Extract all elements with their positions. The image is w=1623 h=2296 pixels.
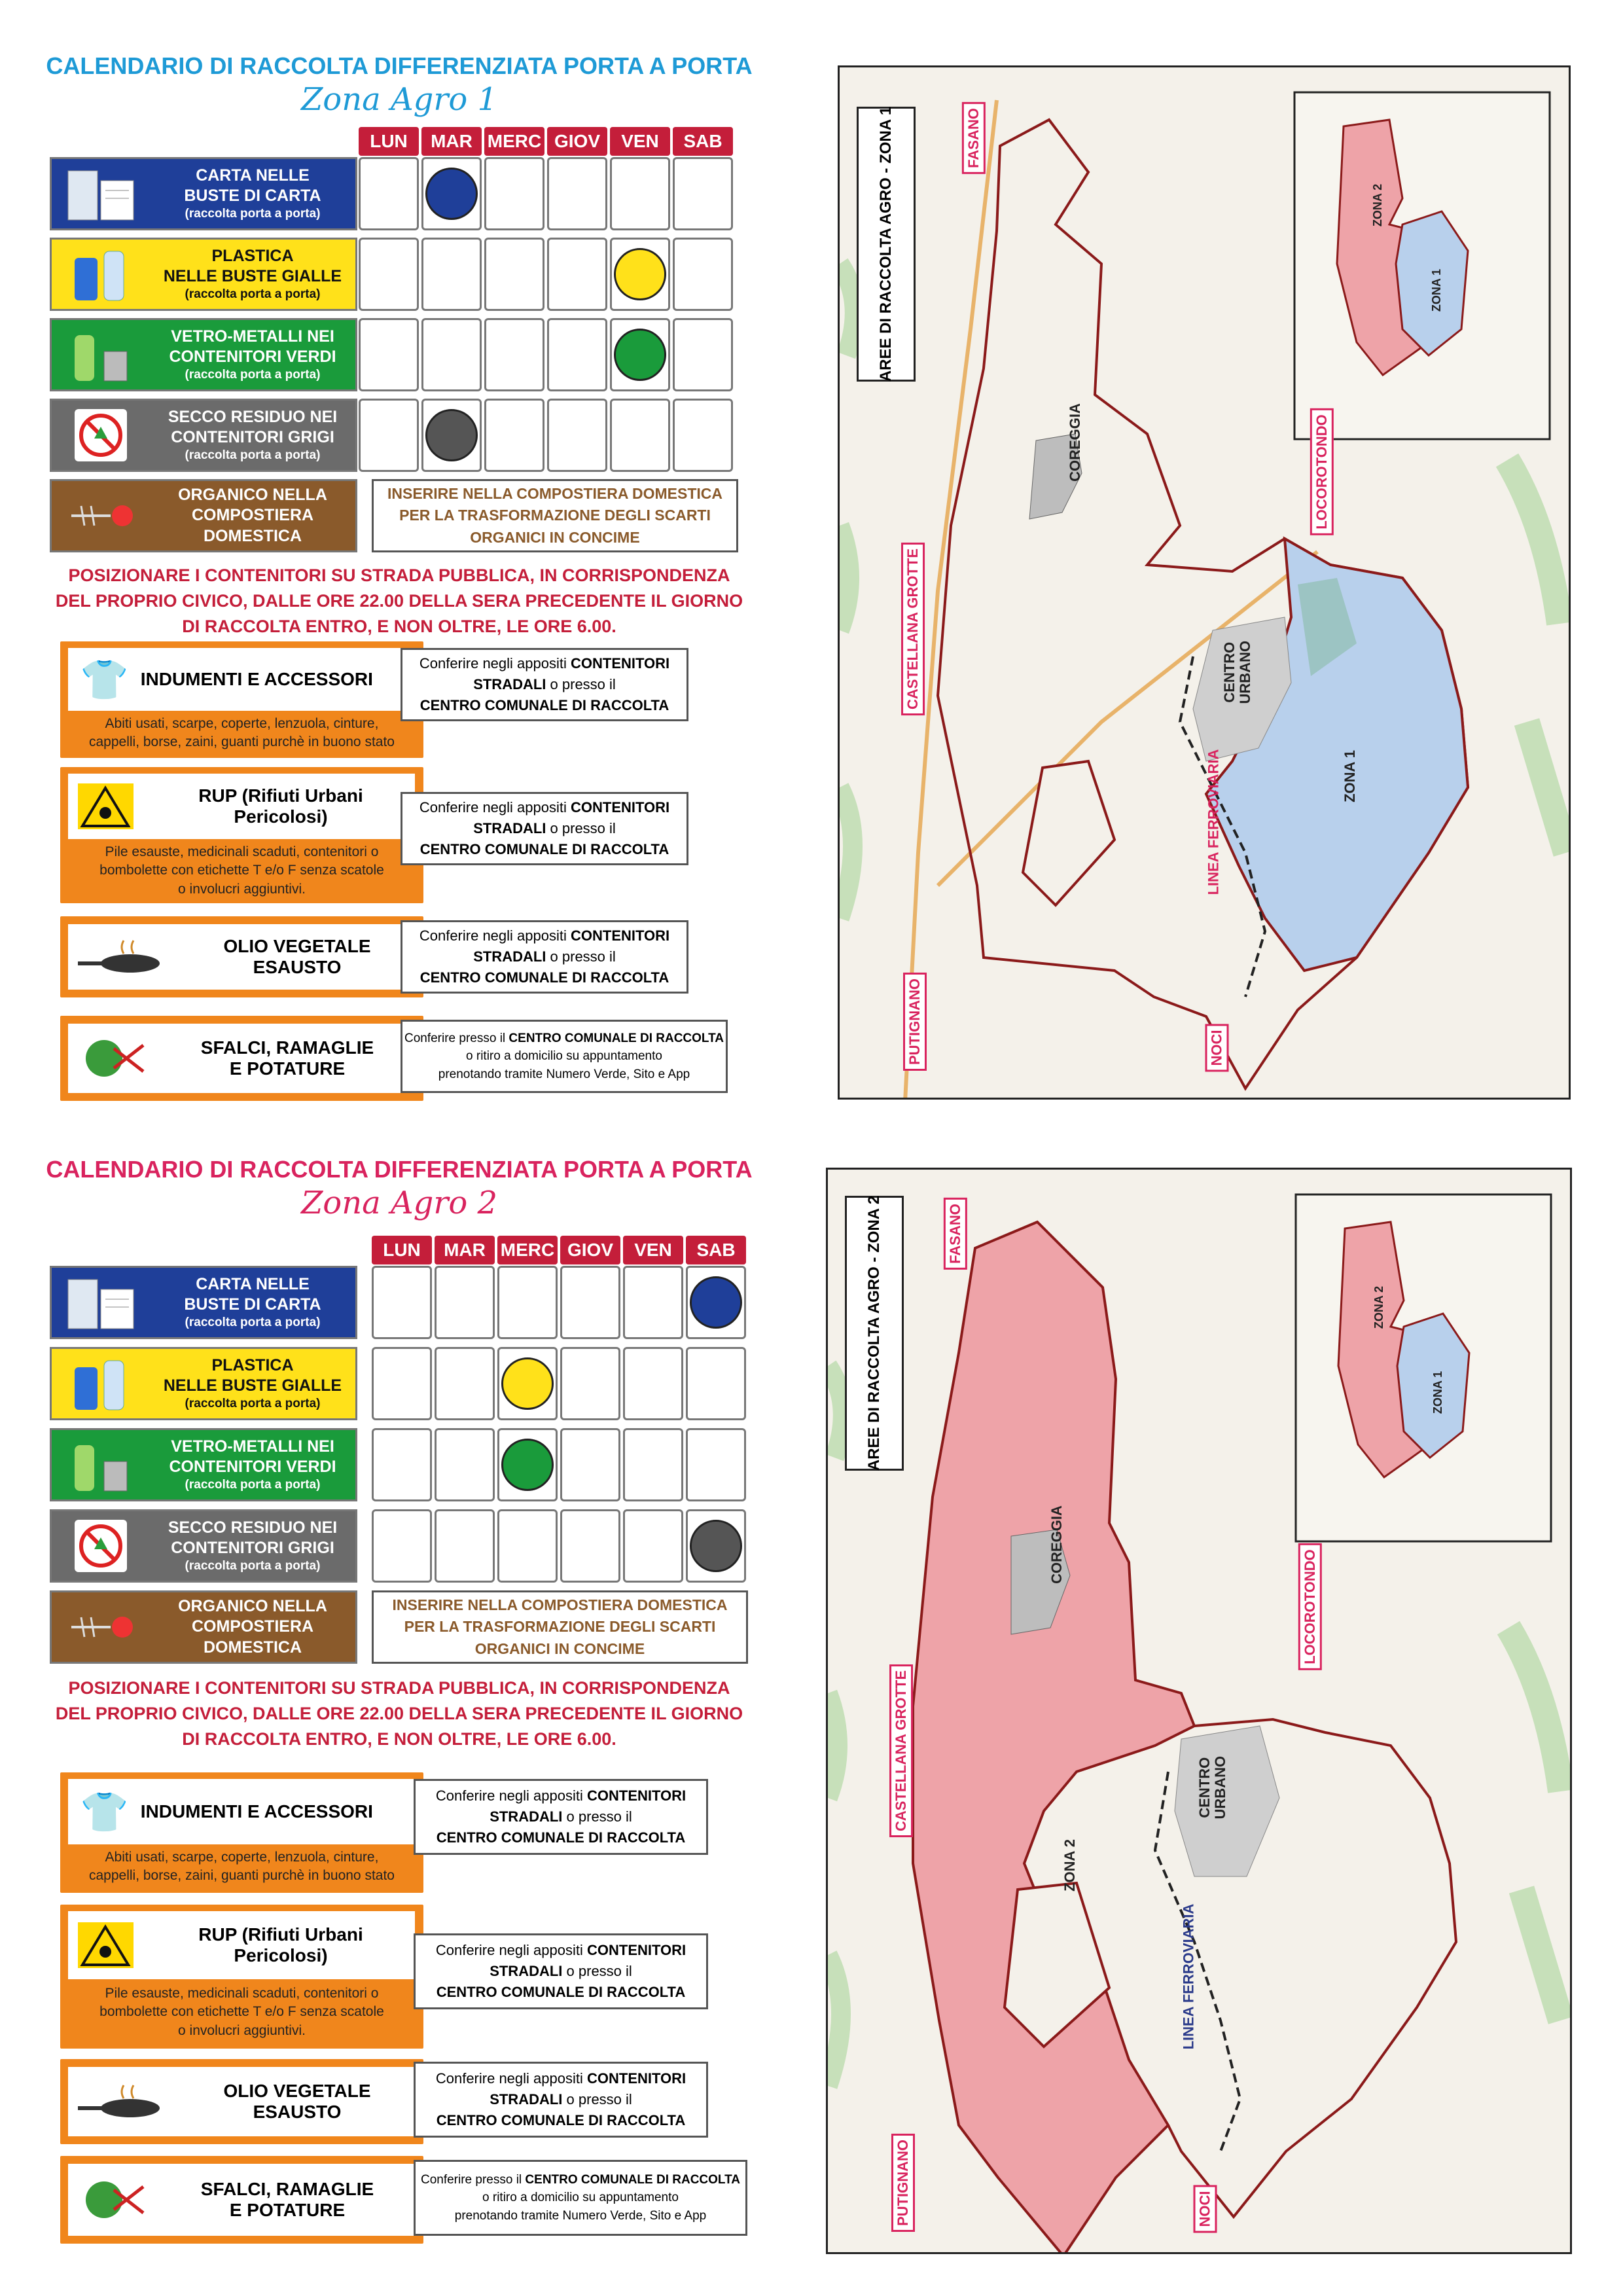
sfalci-info-c: o ritiro a domicilio su appuntamento: [482, 2191, 679, 2205]
sfalci-label2: E POTATURE: [229, 1058, 346, 1079]
olio-box: [60, 2059, 423, 2144]
label-ferrovia: LINEA FERROVIARIA: [1205, 749, 1222, 895]
label-ferrovia: LINEA FERROVIARIA: [1180, 1903, 1197, 2050]
day-lun: LUN: [372, 1236, 432, 1265]
plastica-line1: PLASTICA: [211, 246, 294, 265]
rup-desc: [60, 843, 423, 899]
conferire-c: STRADALI: [490, 1808, 563, 1825]
map-graphic: [840, 67, 1571, 1100]
cell: [359, 399, 419, 472]
plastica-grid: [359, 238, 736, 311]
centro2: URBANO: [1212, 1755, 1229, 1820]
olio-info: [401, 920, 688, 994]
paper-bag-icon: [52, 159, 150, 228]
inset-zona-1: ZONA 1: [1430, 268, 1444, 312]
cell: [372, 1347, 432, 1420]
map-title-box: [845, 1196, 904, 1471]
carta-note: (raccolta porta a porta): [185, 207, 321, 221]
road-locorotondo: LOCOROTONDO: [1310, 408, 1334, 535]
carta-grid: [359, 157, 736, 230]
organico-text1: INSERIRE NELLA COMPOSTIERA DOMESTICA: [387, 484, 722, 502]
conferire-c: STRADALI: [473, 820, 546, 837]
organico-info: [372, 479, 738, 552]
conferire-e: CENTRO COMUNALE DI RACCOLTA: [436, 1829, 686, 1846]
conferire-a: Conferire negli appositi: [435, 1787, 583, 1804]
cell: [497, 1266, 558, 1339]
rup-desc: [60, 1984, 423, 2040]
rup-label2: Pericolosi): [234, 806, 328, 827]
indumenti-info: [401, 648, 688, 721]
notice-line3: DI RACCOLTA ENTRO, E NON OLTRE, LE ORE 6.00.: [182, 1729, 616, 1749]
olio-label1: OLIO VEGETALE: [223, 2081, 371, 2101]
cell: [686, 1509, 746, 1583]
conferire-c: STRADALI: [473, 676, 546, 693]
page-title: CALENDARIO DI RACCOLTA DIFFERENZIATA PORTA A PORTA: [46, 52, 753, 79]
cell: [372, 1428, 432, 1501]
secco-grid: [359, 399, 736, 472]
collection-dot: [425, 168, 478, 220]
tshirt-icon: 👕: [80, 657, 129, 702]
zona-agro-1-section: [0, 0, 1623, 1113]
conferire-d: o presso il: [550, 948, 616, 965]
sfalci-info: [401, 1020, 728, 1093]
day-mar: MAR: [421, 127, 482, 156]
bottle-icon: [52, 1349, 150, 1418]
cell: [435, 1509, 495, 1583]
sfalci-info-b: CENTRO COMUNALE DI RACCOLTA: [525, 2172, 741, 2187]
conferire-e: CENTRO COMUNALE DI RACCOLTA: [419, 840, 669, 857]
conferire-b: CONTENITORI: [571, 927, 670, 944]
cell: [435, 1347, 495, 1420]
plastica-line2: NELLE BUSTE GIALLE: [163, 267, 342, 286]
day-mar: MAR: [435, 1236, 495, 1265]
cell: [610, 399, 670, 472]
secco-note: (raccolta porta a porta): [185, 1559, 321, 1573]
indumenti-desc1: Abiti usati, scarpe, coperte, lenzuola, cinture,: [105, 716, 379, 731]
page-subtitle: Zona Agro 2: [300, 1185, 498, 1221]
cell: [484, 157, 544, 230]
rup-info: [414, 1933, 708, 2009]
organico-line2: COMPOSTIERA: [191, 506, 314, 525]
map-title: AREE DI RACCOLTA AGRO - ZONA 2: [865, 1195, 883, 1471]
indumenti-label-box: [68, 648, 415, 711]
leaf-scissors-icon: [75, 2174, 153, 2226]
rup-box: [60, 1905, 423, 2049]
conferire-d: o presso il: [566, 1808, 632, 1825]
map-title-box: [857, 107, 916, 382]
olio-label2: ESAUSTO: [253, 957, 342, 977]
indumenti-desc2: cappelli, borse, zaini, guanti purchè in buono stato: [89, 1868, 395, 1884]
carta-line2: BUSTE DI CARTA: [184, 1295, 321, 1314]
organico-info: [372, 1590, 748, 1664]
collection-dot: [425, 409, 478, 461]
day-ven: VEN: [623, 1236, 683, 1265]
notice-line3: DI RACCOLTA ENTRO, E NON OLTRE, LE ORE 6.00.: [182, 617, 616, 637]
indumenti-desc1: Abiti usati, scarpe, coperte, lenzuola, cinture,: [105, 1850, 379, 1865]
frying-pan-icon: [75, 934, 173, 980]
plastica-grid: [372, 1347, 749, 1420]
centro2: URBANO: [1237, 640, 1254, 704]
cell: [359, 157, 419, 230]
carta-line2: BUSTE DI CARTA: [184, 187, 321, 206]
secco-label: [50, 1509, 357, 1583]
organico-line3: DOMESTICA: [204, 526, 302, 545]
cell: [547, 318, 607, 391]
plastica-label: [50, 238, 357, 311]
road-putignano: PUTIGNANO: [891, 2134, 915, 2232]
conferire-e: CENTRO COMUNALE DI RACCOLTA: [436, 2111, 686, 2128]
cell: [497, 1428, 558, 1501]
conferire-a: Conferire negli appositi: [419, 927, 567, 944]
conferire-d: o presso il: [550, 820, 616, 837]
rup-label2: Pericolosi): [234, 1945, 328, 1965]
indumenti-label: INDUMENTI E ACCESSORI: [140, 1801, 373, 1821]
secco-line1: SECCO RESIDUO NEI: [168, 1518, 338, 1537]
rup-desc2: bombolette con etichette T e/o F senza scatole: [99, 863, 384, 878]
cell: [686, 1266, 746, 1339]
cell: [686, 1347, 746, 1420]
cell: [484, 399, 544, 472]
olio-label1: OLIO VEGETALE: [223, 936, 371, 956]
rup-box: [60, 767, 423, 903]
sfalci-box: [60, 2156, 423, 2244]
day-ven: VEN: [610, 127, 670, 156]
indumenti-box: [60, 641, 423, 758]
fishbone-apple-icon: [52, 1592, 150, 1662]
label-coreggia: COREGGIA: [1066, 403, 1083, 482]
road-locorotondo: LOCOROTONDO: [1298, 1543, 1322, 1670]
olio-box: [60, 916, 423, 997]
vetro-grid: [359, 318, 736, 391]
page-subtitle: Zona Agro 1: [300, 81, 498, 118]
carta-line1: CARTA NELLE: [196, 166, 310, 185]
vetro-note: (raccolta porta a porta): [185, 1478, 321, 1492]
paper-bag-icon: [52, 1268, 150, 1337]
cell: [547, 157, 607, 230]
organico-text3: ORGANICI IN CONCIME: [470, 528, 640, 546]
sfalci-label2: E POTATURE: [229, 2200, 346, 2220]
rup-desc1: Pile esauste, medicinali scaduti, contenitori o: [105, 844, 379, 859]
cell: [623, 1428, 683, 1501]
secco-line2: CONTENITORI GRIGI: [171, 428, 334, 447]
secco-grid: [372, 1509, 749, 1583]
collection-dot: [614, 248, 666, 300]
bottle-icon: [52, 240, 150, 309]
cell: [560, 1509, 620, 1583]
vetro-line1: VETRO-METALLI NEI: [171, 1437, 334, 1456]
plastica-label: [50, 1347, 357, 1420]
map-title: AREE DI RACCOLTA AGRO - ZONA 1: [877, 106, 895, 382]
label-centro-urbano: [1197, 1756, 1228, 1820]
organico-line2: COMPOSTIERA: [191, 1617, 314, 1636]
road-fasano: FASANO: [962, 102, 986, 174]
sfalci-info-d: prenotando tramite Numero Verde, Sito e App: [438, 1067, 690, 1081]
no-recycle-icon: [52, 1511, 150, 1581]
organico-text3: ORGANICI IN CONCIME: [474, 1640, 645, 1657]
collection-dot: [501, 1357, 554, 1410]
notice: [39, 563, 759, 639]
centro1: CENTRO: [1221, 641, 1238, 703]
rup-label1: RUP (Rifiuti Urbani: [198, 1924, 363, 1945]
indumenti-info: [414, 1779, 708, 1855]
inset-zona-1: ZONA 1: [1431, 1371, 1445, 1414]
organico-line1: ORGANICO NELLA: [178, 486, 327, 505]
sfalci-info-c: o ritiro a domicilio su appuntamento: [466, 1049, 662, 1064]
vetro-label: [50, 318, 357, 391]
cell: [610, 238, 670, 311]
cell: [421, 318, 482, 391]
rup-label-box: [68, 774, 415, 839]
page-title: CALENDARIO DI RACCOLTA DIFFERENZIATA PORTA A PORTA: [46, 1156, 753, 1183]
collection-dot: [690, 1276, 742, 1329]
road-castellana: CASTELLANA GROTTE: [889, 1664, 913, 1837]
secco-line2: CONTENITORI GRIGI: [171, 1539, 334, 1558]
inset-zona-2: ZONA 2: [1372, 1285, 1386, 1329]
conferire-c: STRADALI: [490, 2091, 563, 2108]
cell: [610, 318, 670, 391]
secco-line1: SECCO RESIDUO NEI: [168, 407, 338, 426]
cell: [372, 1509, 432, 1583]
rup-desc3: o involucri aggiuntivi.: [178, 2022, 306, 2038]
conferire-d: o presso il: [566, 2091, 632, 2108]
road-fasano: FASANO: [944, 1198, 967, 1270]
cell: [497, 1347, 558, 1420]
conferire-a: Conferire negli appositi: [435, 2070, 583, 2087]
leaf-scissors-icon: [75, 1032, 153, 1085]
olio-label2: ESAUSTO: [253, 2102, 342, 2122]
day-merc: MERC: [497, 1236, 558, 1265]
day-merc: MERC: [484, 127, 544, 156]
sfalci-info-b: CENTRO COMUNALE DI RACCOLTA: [508, 1031, 724, 1045]
sfalci-label1: SFALCI, RAMAGLIE: [200, 1037, 374, 1058]
indumenti-desc: [60, 715, 423, 752]
plastica-line1: PLASTICA: [211, 1355, 294, 1374]
conferire-a: Conferire negli appositi: [435, 1942, 583, 1959]
collection-dot: [501, 1439, 554, 1491]
map-zona-1: [838, 65, 1571, 1100]
notice-line2: DEL PROPRIO CIVICO, DALLE ORE 22.00 DELLA SERA PRECEDENTE IL GIORNO: [55, 591, 743, 611]
secco-label: [50, 399, 357, 472]
label-zona-1: ZONA 1: [1341, 750, 1358, 802]
vetro-line1: VETRO-METALLI NEI: [171, 327, 334, 346]
map-graphic: [828, 1170, 1572, 2254]
tshirt-icon: 👕: [80, 1789, 129, 1834]
cell: [435, 1266, 495, 1339]
vetro-line2: CONTENITORI VERDI: [169, 348, 336, 367]
centro1: CENTRO: [1196, 1757, 1213, 1818]
cell: [623, 1509, 683, 1583]
label-coreggia: COREGGIA: [1048, 1505, 1065, 1584]
carta-grid: [372, 1266, 749, 1339]
cell: [421, 238, 482, 311]
day-sab: SAB: [673, 127, 733, 156]
olio-label-box: [68, 2067, 415, 2136]
conferire-c: STRADALI: [473, 948, 546, 965]
cell: [421, 157, 482, 230]
cell: [673, 238, 733, 311]
rup-desc1: Pile esauste, medicinali scaduti, contenitori o: [105, 1986, 379, 2001]
cell: [673, 318, 733, 391]
carta-label: [50, 1266, 357, 1339]
sfalci-label-box: [68, 2164, 415, 2236]
conferire-a: Conferire negli appositi: [419, 799, 567, 816]
indumenti-label: INDUMENTI E ACCESSORI: [140, 669, 373, 689]
organico-label: [50, 1590, 357, 1664]
label-centro-urbano: [1222, 641, 1253, 704]
sfalci-info-a: Conferire presso il: [404, 1031, 506, 1045]
label-zona-2: ZONA 2: [1061, 1839, 1078, 1892]
conferire-d: o presso il: [550, 676, 616, 693]
road-noci: NOCI: [1205, 1024, 1229, 1072]
days-header: [372, 1236, 749, 1265]
map-zona-2: [826, 1168, 1572, 2254]
cell: [497, 1509, 558, 1583]
rup-desc3: o involucri aggiuntivi.: [178, 881, 306, 897]
cell: [560, 1266, 620, 1339]
sfalci-info-a: Conferire presso il: [420, 2172, 522, 2187]
organico-text2: PER LA TRASFORMAZIONE DEGLI SCARTI: [404, 1618, 716, 1636]
secco-note: (raccolta porta a porta): [185, 448, 321, 463]
day-lun: LUN: [359, 127, 419, 156]
cell: [372, 1266, 432, 1339]
sfalci-label1: SFALCI, RAMAGLIE: [200, 2179, 374, 2199]
sfalci-info-d: prenotando tramite Numero Verde, Sito e App: [454, 2208, 707, 2223]
indumenti-box: [60, 1772, 423, 1893]
olio-info: [414, 2062, 708, 2138]
fishbone-apple-icon: [52, 481, 150, 550]
cell: [623, 1266, 683, 1339]
road-castellana: CASTELLANA GROTTE: [901, 543, 925, 715]
cell: [547, 238, 607, 311]
days-header: [359, 127, 736, 156]
glass-can-icon: [52, 1430, 150, 1499]
indumenti-desc: [60, 1848, 423, 1886]
collection-dot: [614, 329, 666, 381]
hazard-icon: [75, 1919, 140, 1971]
cell: [435, 1428, 495, 1501]
cell: [673, 399, 733, 472]
day-sab: SAB: [686, 1236, 746, 1265]
conferire-b: CONTENITORI: [587, 1942, 687, 1959]
conferire-a: Conferire negli appositi: [419, 655, 567, 672]
cell: [686, 1428, 746, 1501]
sfalci-label-box: [68, 1024, 415, 1093]
cell: [421, 399, 482, 472]
vetro-line2: CONTENITORI VERDI: [169, 1458, 336, 1477]
day-giov: GIOV: [560, 1236, 620, 1265]
glass-can-icon: [52, 320, 150, 389]
vetro-note: (raccolta porta a porta): [185, 368, 321, 382]
conferire-b: CONTENITORI: [571, 655, 670, 672]
cell: [547, 399, 607, 472]
cell: [359, 318, 419, 391]
conferire-b: CONTENITORI: [571, 799, 670, 816]
carta-line1: CARTA NELLE: [196, 1274, 310, 1293]
cell: [610, 157, 670, 230]
plastica-note: (raccolta porta a porta): [185, 287, 321, 302]
organico-text1: INSERIRE NELLA COMPOSTIERA DOMESTICA: [392, 1596, 728, 1613]
rup-desc2: bombolette con etichette T e/o F senza scatole: [99, 2004, 384, 2020]
rup-label1: RUP (Rifiuti Urbani: [198, 785, 363, 806]
vetro-label: [50, 1428, 357, 1501]
olio-label-box: [68, 924, 415, 990]
indumenti-desc2: cappelli, borse, zaini, guanti purchè in buono stato: [89, 734, 395, 750]
cell: [560, 1347, 620, 1420]
conferire-d: o presso il: [566, 1963, 632, 1980]
zona-agro-2-section: [0, 1148, 1623, 2261]
cell: [560, 1428, 620, 1501]
conferire-b: CONTENITORI: [587, 2070, 687, 2087]
cell: [673, 157, 733, 230]
sfalci-box: [60, 1016, 423, 1101]
sfalci-info: [414, 2160, 747, 2236]
conferire-c: STRADALI: [490, 1963, 563, 1980]
no-recycle-icon: [52, 401, 150, 470]
collection-dot: [690, 1520, 742, 1572]
vetro-grid: [372, 1428, 749, 1501]
organico-line1: ORGANICO NELLA: [178, 1597, 327, 1616]
organico-text2: PER LA TRASFORMAZIONE DEGLI SCARTI: [399, 507, 711, 524]
carta-note: (raccolta porta a porta): [185, 1316, 321, 1330]
cell: [484, 238, 544, 311]
conferire-b: CONTENITORI: [587, 1787, 687, 1804]
hazard-icon: [75, 780, 140, 833]
plastica-line2: NELLE BUSTE GIALLE: [163, 1376, 342, 1395]
cell: [484, 318, 544, 391]
rup-info: [401, 792, 688, 865]
rup-label-box: [68, 1911, 415, 1979]
cell: [359, 238, 419, 311]
inset-zona-2: ZONA 2: [1371, 183, 1385, 227]
indumenti-label-box: [68, 1779, 415, 1844]
cell: [623, 1347, 683, 1420]
road-noci: NOCI: [1194, 2185, 1217, 2233]
notice-line1: POSIZIONARE I CONTENITORI SU STRADA PUBBLICA, IN CORRISPONDENZA: [68, 565, 730, 585]
plastica-note: (raccolta porta a porta): [185, 1397, 321, 1411]
notice-line1: POSIZIONARE I CONTENITORI SU STRADA PUBBLICA, IN CORRISPONDENZA: [68, 1678, 730, 1698]
organico-label: [50, 479, 357, 552]
conferire-e: CENTRO COMUNALE DI RACCOLTA: [436, 1983, 686, 2000]
conferire-e: CENTRO COMUNALE DI RACCOLTA: [419, 969, 669, 986]
frying-pan-icon: [75, 2079, 173, 2125]
notice: [39, 1676, 759, 1752]
day-giov: GIOV: [547, 127, 607, 156]
carta-label: [50, 157, 357, 230]
organico-line3: DOMESTICA: [204, 1638, 302, 1657]
road-putignano: PUTIGNANO: [903, 973, 927, 1071]
notice-line2: DEL PROPRIO CIVICO, DALLE ORE 22.00 DELLA SERA PRECEDENTE IL GIORNO: [55, 1704, 743, 1724]
conferire-e: CENTRO COMUNALE DI RACCOLTA: [419, 696, 669, 713]
